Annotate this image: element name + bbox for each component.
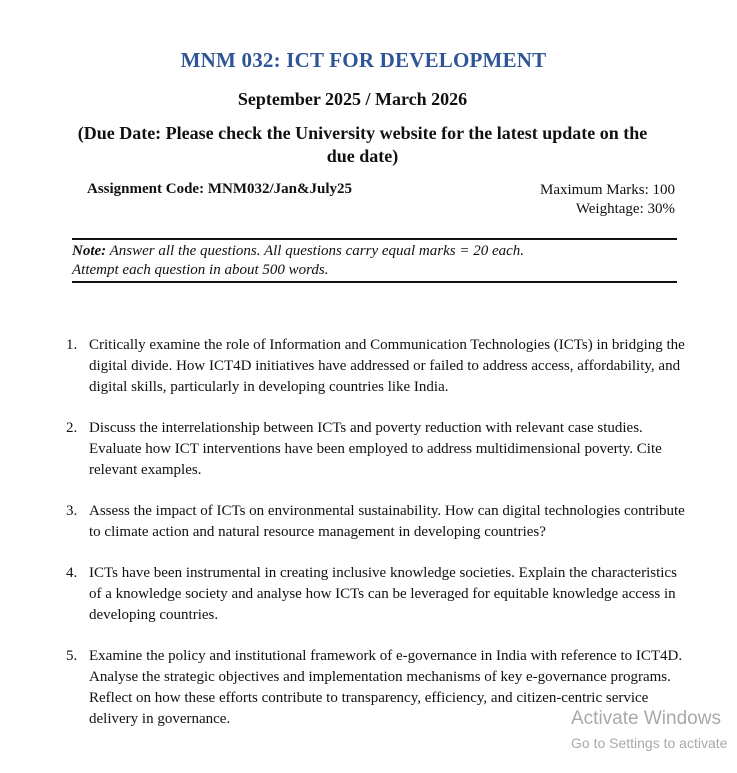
question-number: 1. [66, 337, 78, 353]
activate-windows-watermark [571, 707, 727, 753]
weightage: Weightage: 30% [575, 201, 675, 217]
session-heading: September 2025 / March 2026 [237, 89, 468, 109]
due-date-notice: (Due Date: Please check the University website for the latest update on the due date) [77, 123, 648, 166]
question-number: 2. [66, 420, 78, 436]
question-number: 4. [66, 565, 78, 581]
note-box [72, 238, 677, 283]
question-text: Critically examine the role of Information and Communication Technologies (ICTs) in bridging the digital divide. How ICT4D initiatives have addressed or failed to address access, affordability, and digital skills, particularly in developing countries like India. [89, 337, 685, 395]
question-item [66, 501, 691, 543]
question-text: ICTs have been instrumental in creating inclusive knowledge societies. Explain the characteristics of a knowledge society and analyse how ICTs can be leveraged for equitable knowledge access in developing countries. [89, 565, 677, 623]
question-item [66, 335, 691, 398]
question-number: 5. [66, 648, 78, 664]
question-text: Examine the policy and institutional framework of e-governance in India with reference to ICT4D. Analyse the strategic objectives and implementation mechanisms of key e-governance programs. Reflect on how these efforts contribute to transparency, efficiency, and citizen-centric service delivery in governance. [89, 648, 683, 727]
note-label: Note: [72, 243, 107, 259]
question-item [66, 418, 691, 481]
question-text: Discuss the interrelationship between ICTs and poverty reduction with relevant case studies. Evaluate how ICT interventions have been employed to address multidimensional poverty. Cite relevant examples. [89, 420, 662, 478]
watermark-title: Activate Windows [571, 708, 721, 729]
marks-block [540, 181, 675, 219]
note-line-1 [72, 242, 677, 261]
assignment-code: Assignment Code: MNM032/Jan&July25 [87, 181, 352, 197]
question-list [66, 335, 691, 750]
note-line-2: Attempt each question in about 500 words. [72, 262, 329, 278]
maximum-marks: Maximum Marks: 100 [540, 182, 675, 198]
watermark-subtitle: Go to Settings to activate [571, 735, 728, 751]
question-item [66, 563, 691, 626]
question-number: 3. [66, 503, 78, 519]
question-text: Assess the impact of ICTs on environmental sustainability. How can digital technologies contribute to climate action and natural resource management in developing countries? [89, 503, 685, 540]
document-title: MNM 032: ICT FOR DEVELOPMENT [180, 48, 547, 72]
note-text-1: Answer all the questions. All questions carry equal marks = 20 each. [106, 243, 525, 259]
